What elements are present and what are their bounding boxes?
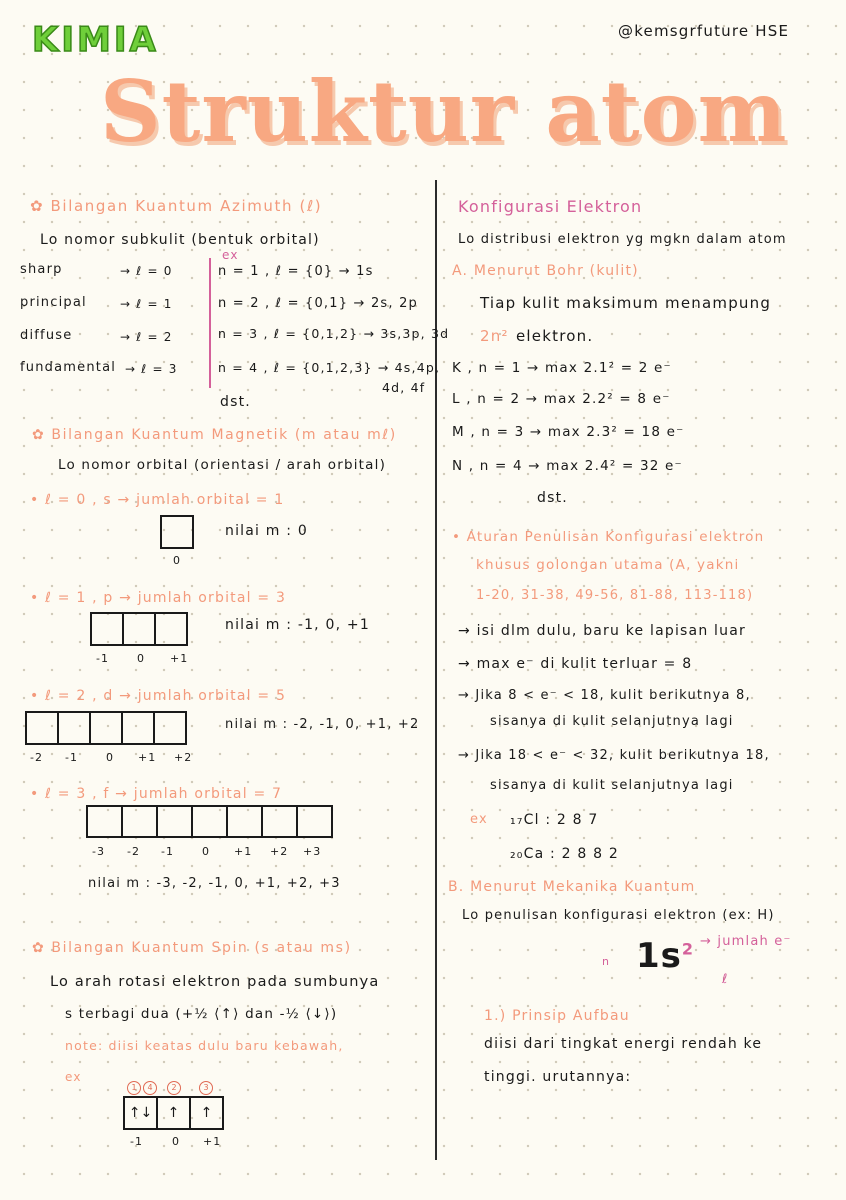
orbital-tick: +1 [138,751,157,764]
bohr-text2: elektron. [516,327,594,345]
bracket-line [209,258,211,388]
aufbau-line1: diisi dari tingkat energi rendah ke [484,1036,763,1052]
spin-desc: Lo arah rotasi elektron pada sumbunya [50,974,380,990]
spin-note: note: diisi keatas dulu baru kebawah, [65,1038,344,1053]
annotation-n: n [602,955,611,968]
spin-example-label: ex [65,1070,82,1084]
rule-line: sisanya di kulit selanjutnya lagi [490,778,734,793]
azimuth-row-example: n = 3 , ℓ = {0,1,2} → 3s,3p, 3d [218,326,450,341]
orbital-box [153,711,187,745]
orbital-box [121,711,155,745]
orbital-tick: 0 [173,554,181,567]
orbital-tick: +1 [203,1135,222,1148]
orbital-tick: -1 [96,652,109,665]
config-example-cl: ₁₇Cl : 2 8 7 [510,812,599,828]
aturan-line2: khusus golongan utama (A, yakni [476,557,740,573]
rule-line: → isi dlm dulu, baru ke lapisan luar [458,623,746,639]
magnetik-heading-text: Bilangan Kuantum Magnetik (m atau mℓ) [51,427,397,443]
orbital-tick: -1 [65,751,78,764]
aturan-line3: 1-20, 31-38, 49-56, 81-88, 113-118) [476,588,754,603]
orbital-boxes-s [160,515,194,549]
azimuth-row-map: → ℓ = 0 [120,264,173,278]
azimuth-row-name: sharp [20,262,63,277]
notation-superscript: 2 [681,939,695,959]
rule-line: → Jika 18 < e⁻ < 32, kulit berikutnya 18, [458,748,770,763]
annotation-l: ℓ [722,972,729,987]
config-example-label: ex [470,812,488,827]
spin-heading-text: Bilangan Kuantum Spin (s atau ms) [51,940,352,956]
azimuth-row-example: n = 4 , ℓ = {0,1,2,3} → 4s,4p, [218,360,441,375]
bohr-text1: Tiap kulit maksimum menampung [480,294,772,312]
orbital-nilai: nilai m : -3, -2, -1, 0, +1, +2, +3 [88,876,341,891]
magnetik-desc: Lo nomor orbital (orientasi / arah orbital) [58,457,387,473]
orbital-box [90,612,124,646]
flower-icon: ✿ [32,940,52,956]
config-example-ca: ₂₀Ca : 2 8 8 2 [510,846,619,862]
mekanika-desc: Lo penulisan konfigurasi elektron (ex: H) [462,908,775,923]
orbital-box [156,805,193,838]
azimuth-row-map: → ℓ = 2 [120,330,173,344]
example-label: ex [222,248,239,262]
quantum-notation [636,936,694,976]
azimuth-row-example: n = 2 , ℓ = {0,1} → 2s, 2p [218,296,418,311]
fill-order-marker: 4 [143,1081,157,1095]
shell-line: L , n = 2 → max 2.2² = 8 e⁻ [452,391,671,407]
orbital-tick: -2 [30,751,43,764]
azimuth-row-example: n = 1 , ℓ = {0} → 1s [218,264,374,279]
rule-line: → Jika 8 < e⁻ < 18, kulit berikutnya 8, [458,688,751,703]
spin-example-boxes [123,1096,224,1130]
orbital-box: ↑↓ [123,1096,158,1130]
orbital-group-label: • ℓ = 3 , f → jumlah orbital = 7 [30,786,283,802]
aturan-heading: • Aturan Penulisan Konfigurasi elektron [452,529,765,545]
orbital-tick: -1 [130,1135,143,1148]
shell-line: K , n = 1 → max 2.1² = 2 e⁻ [452,360,672,376]
notation-main: 1s [636,936,682,976]
orbital-boxes-f [86,805,333,838]
orbital-box: ↑ [189,1096,224,1130]
orbital-box [226,805,263,838]
aufbau-line2: tinggi. urutannya: [484,1069,632,1085]
aufbau-heading: 1.) Prinsip Aufbau [484,1008,630,1024]
flower-icon: ✿ [30,197,51,215]
fill-order-marker: 1 [127,1081,141,1095]
orbital-tick: 0 [172,1135,180,1148]
orbital-group-label: • ℓ = 1 , p → jumlah orbital = 3 [30,590,287,606]
azimuth-row-map: → ℓ = 3 [125,362,178,376]
orbital-tick: -2 [127,845,140,858]
orbital-group-label: • ℓ = 0 , s → jumlah orbital = 1 [30,492,285,508]
shell-line: N , n = 4 → max 2.4² = 32 e⁻ [452,458,683,474]
orbital-tick: +2 [270,845,289,858]
rule-line: sisanya di kulit selanjutnya lagi [490,714,734,729]
shell-line: M , n = 3 → max 2.3² = 18 e⁻ [452,424,685,440]
orbital-nilai: nilai m : -2, -1, 0, +1, +2 [225,717,420,732]
orbital-box [191,805,228,838]
shell-dst: dst. [537,490,568,506]
flower-icon: ✿ [32,427,52,443]
azimuth-desc: Lo nomor subkulit (bentuk orbital) [40,232,320,248]
fill-order-marker: 2 [167,1081,181,1095]
orbital-box: ↑ [156,1096,191,1130]
azimuth-dst: dst. [220,394,251,410]
konfigurasi-heading: Konfigurasi Elektron [458,197,643,216]
orbital-nilai: nilai m : -1, 0, +1 [225,617,370,633]
orbital-boxes-d [25,711,187,745]
azimuth-example-cont: 4d, 4f [382,380,426,395]
orbital-box [154,612,188,646]
azimuth-row-name: diffuse [20,328,73,343]
orbital-tick: 0 [202,845,210,858]
page-title: Struktur atom [100,62,788,161]
bohr-formula: 2n² [480,327,509,345]
orbital-box [261,805,298,838]
azimuth-heading [30,197,322,215]
bohr-heading: A. Menurut Bohr (kulit) [452,263,639,279]
annotation-electron-count: → jumlah e⁻ [700,934,792,949]
azimuth-heading-text: Bilangan Kuantum Azimuth (ℓ) [50,197,323,215]
author-handle: @kemsgrfuture HSE [618,22,790,40]
azimuth-row-map: → ℓ = 1 [120,297,173,311]
orbital-box [25,711,59,745]
orbital-box [160,515,194,549]
orbital-tick: +1 [170,652,189,665]
orbital-tick: +1 [234,845,253,858]
orbital-tick: +2 [174,751,193,764]
magnetik-heading [32,427,397,443]
orbital-box [296,805,333,838]
spin-line2: s terbagi dua (+½ ⟨↑⟩ dan -½ ⟨↓⟩) [65,1006,338,1022]
spin-heading [32,940,352,956]
orbital-box [89,711,123,745]
azimuth-row-name: fundamental [20,360,117,375]
orbital-box [86,805,123,838]
subject-title: KIMIA [32,20,159,60]
rule-line: → max e⁻ di kulit terluar = 8 [458,656,693,672]
orbital-tick: +3 [303,845,322,858]
orbital-box [121,805,158,838]
orbital-boxes-p [90,612,188,646]
orbital-tick: 0 [137,652,145,665]
orbital-group-label: • ℓ = 2 , d → jumlah orbital = 5 [30,688,287,704]
mekanika-heading: B. Menurut Mekanika Kuantum [448,879,696,895]
azimuth-row-name: principal [20,295,87,310]
orbital-nilai: nilai m : 0 [225,523,308,539]
orbital-tick: -1 [161,845,174,858]
orbital-box [57,711,91,745]
fill-order-marker: 3 [199,1081,213,1095]
konfigurasi-desc: Lo distribusi elektron yg mgkn dalam atom [458,232,787,247]
orbital-tick: 0 [106,751,114,764]
orbital-tick: -3 [92,845,105,858]
orbital-box [122,612,156,646]
